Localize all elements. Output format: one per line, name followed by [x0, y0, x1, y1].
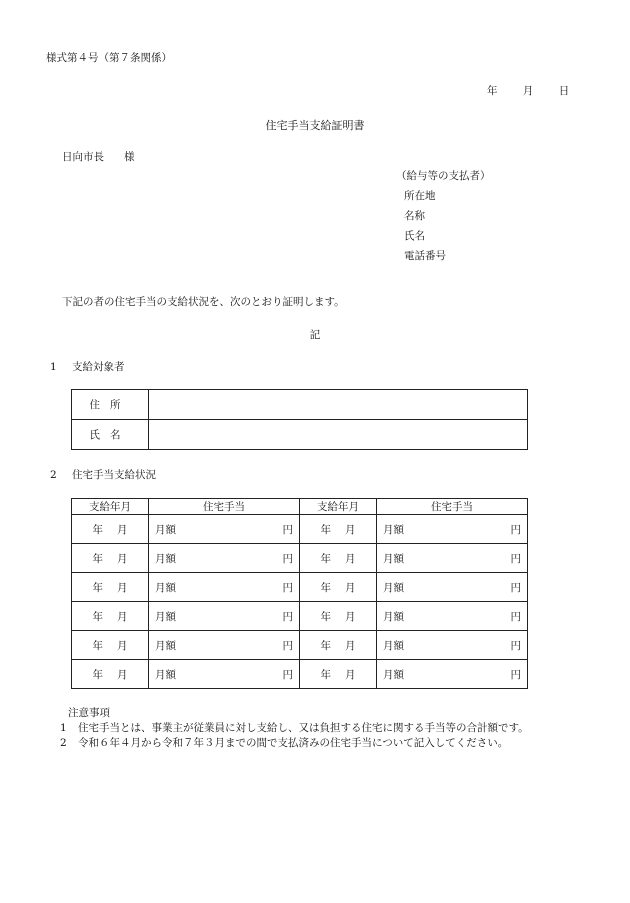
subject-address-field[interactable]	[149, 390, 528, 420]
subject-address-row	[72, 390, 528, 420]
monthly-amount-cell-left[interactable]	[149, 631, 300, 660]
month-label: 月	[345, 610, 356, 623]
monthly-label: 月額	[383, 639, 404, 652]
yen-label: 円	[510, 610, 521, 623]
note-text: 令和６年４月から令和７年３月までの間で支払済みの住宅手当について記入してください。	[78, 737, 509, 749]
section-1-heading	[50, 359, 125, 374]
payment-row	[72, 515, 528, 544]
payment-month-cell-right[interactable]	[300, 631, 377, 660]
monthly-amount-cell-right[interactable]	[377, 544, 528, 573]
month-label: 月	[345, 552, 356, 565]
date-month-label: 月	[522, 85, 534, 97]
monthly-label: 月額	[383, 581, 404, 594]
monthly-amount-cell-right[interactable]	[377, 631, 528, 660]
date-day-label: 日	[558, 85, 570, 97]
monthly-label: 月額	[383, 668, 404, 681]
yen-label: 円	[510, 639, 521, 652]
note-item	[60, 736, 529, 751]
subject-name-field[interactable]	[149, 420, 528, 450]
addressee-honorific: 様	[124, 151, 135, 163]
payment-month-cell-right[interactable]	[300, 602, 377, 631]
monthly-amount-cell-left[interactable]	[149, 660, 300, 689]
year-label: 年	[92, 581, 103, 594]
month-label: 月	[345, 668, 356, 681]
payer-address-label: 所在地	[404, 190, 436, 202]
payment-month-cell-right[interactable]	[300, 515, 377, 544]
yen-label: 円	[282, 610, 293, 623]
payer-name-label: 名称	[404, 210, 425, 222]
date-year-label: 年	[487, 85, 498, 97]
month-label: 月	[117, 668, 128, 681]
section-2-heading	[50, 467, 156, 482]
month-label: 月	[117, 639, 128, 652]
yen-label: 円	[510, 668, 521, 681]
payment-row	[72, 602, 528, 631]
monthly-label: 月額	[383, 552, 404, 565]
payment-month-cell-right[interactable]	[300, 573, 377, 602]
ki-heading: 記	[309, 329, 321, 341]
monthly-amount-cell-left[interactable]	[149, 515, 300, 544]
payment-month-cell-left[interactable]	[72, 631, 149, 660]
year-label: 年	[320, 610, 331, 623]
month-label: 月	[117, 581, 128, 594]
notes-heading: 注意事項	[68, 707, 110, 719]
monthly-amount-cell-left[interactable]	[149, 602, 300, 631]
payment-row	[72, 660, 528, 689]
note-number: 1	[60, 722, 67, 734]
section-1-title: 支給対象者	[72, 361, 125, 373]
month-label: 月	[345, 523, 356, 536]
subject-name-label: 氏名	[72, 420, 149, 450]
month-label: 月	[117, 523, 128, 536]
monthly-label: 月額	[155, 523, 176, 536]
payment-row	[72, 573, 528, 602]
yen-label: 円	[282, 552, 293, 565]
subject-address-label: 住所	[72, 390, 149, 420]
payment-month-cell-left[interactable]	[72, 515, 149, 544]
month-label: 月	[345, 639, 356, 652]
payer-block	[396, 166, 491, 266]
year-label: 年	[92, 668, 103, 681]
payment-row	[72, 544, 528, 573]
note-text: 住宅手当とは、事業主が従業員に対し支給し、又は負担する住宅に関する手当等の合計額です。	[78, 722, 529, 734]
monthly-amount-cell-left[interactable]	[149, 573, 300, 602]
payment-month-cell-left[interactable]	[72, 660, 149, 689]
form-number: 様式第４号（第７条関係）	[46, 52, 172, 64]
year-label: 年	[92, 552, 103, 565]
date-line	[487, 83, 569, 98]
document-title: 住宅手当支給証明書	[265, 119, 365, 132]
section-2-number: 2	[50, 469, 57, 481]
month-label: 月	[345, 581, 356, 594]
monthly-amount-cell-right[interactable]	[377, 602, 528, 631]
monthly-label: 月額	[155, 581, 176, 594]
year-label: 年	[320, 581, 331, 594]
monthly-label: 月額	[383, 523, 404, 536]
yen-label: 円	[282, 639, 293, 652]
payment-row	[72, 631, 528, 660]
note-number: 2	[60, 737, 67, 749]
payer-phone-label: 電話番号	[404, 250, 446, 262]
addressee	[62, 149, 135, 164]
section-1-number: 1	[50, 361, 57, 373]
subject-name-row	[72, 420, 528, 450]
payment-month-cell-left[interactable]	[72, 573, 149, 602]
year-label: 年	[92, 523, 103, 536]
payer-person-label: 氏名	[404, 230, 425, 242]
monthly-amount-cell-right[interactable]	[377, 515, 528, 544]
certification-statement: 下記の者の住宅手当の支給状況を、次のとおり証明します。	[62, 296, 345, 308]
month-label: 月	[117, 552, 128, 565]
payment-month-cell-right[interactable]	[300, 660, 377, 689]
yen-label: 円	[282, 523, 293, 536]
year-label: 年	[320, 552, 331, 565]
section-2-title: 住宅手当支給状況	[72, 469, 156, 481]
monthly-amount-cell-right[interactable]	[377, 660, 528, 689]
header-allowance-left: 住宅手当	[149, 499, 300, 515]
monthly-amount-cell-left[interactable]	[149, 544, 300, 573]
year-label: 年	[92, 610, 103, 623]
subject-table	[71, 389, 528, 450]
payment-table	[71, 498, 528, 689]
yen-label: 円	[282, 581, 293, 594]
monthly-label: 月額	[155, 552, 176, 565]
yen-label: 円	[282, 668, 293, 681]
note-item	[60, 721, 529, 736]
header-payment-month-right: 支給年月	[300, 499, 377, 515]
year-label: 年	[320, 639, 331, 652]
notes-block	[60, 706, 529, 751]
monthly-amount-cell-right[interactable]	[377, 573, 528, 602]
header-payment-month-left: 支給年月	[72, 499, 149, 515]
monthly-label: 月額	[155, 639, 176, 652]
monthly-label: 月額	[155, 610, 176, 623]
month-label: 月	[117, 610, 128, 623]
monthly-label: 月額	[383, 610, 404, 623]
payment-header-row	[72, 499, 528, 515]
yen-label: 円	[510, 523, 521, 536]
header-allowance-right: 住宅手当	[377, 499, 528, 515]
year-label: 年	[92, 639, 103, 652]
payment-month-cell-right[interactable]	[300, 544, 377, 573]
payment-month-cell-left[interactable]	[72, 602, 149, 631]
payment-month-cell-left[interactable]	[72, 544, 149, 573]
yen-label: 円	[510, 581, 521, 594]
year-label: 年	[320, 523, 331, 536]
yen-label: 円	[510, 552, 521, 565]
addressee-name: 日向市長	[62, 151, 104, 163]
year-label: 年	[320, 668, 331, 681]
monthly-label: 月額	[155, 668, 176, 681]
payer-heading: （給与等の支払者）	[396, 170, 491, 182]
